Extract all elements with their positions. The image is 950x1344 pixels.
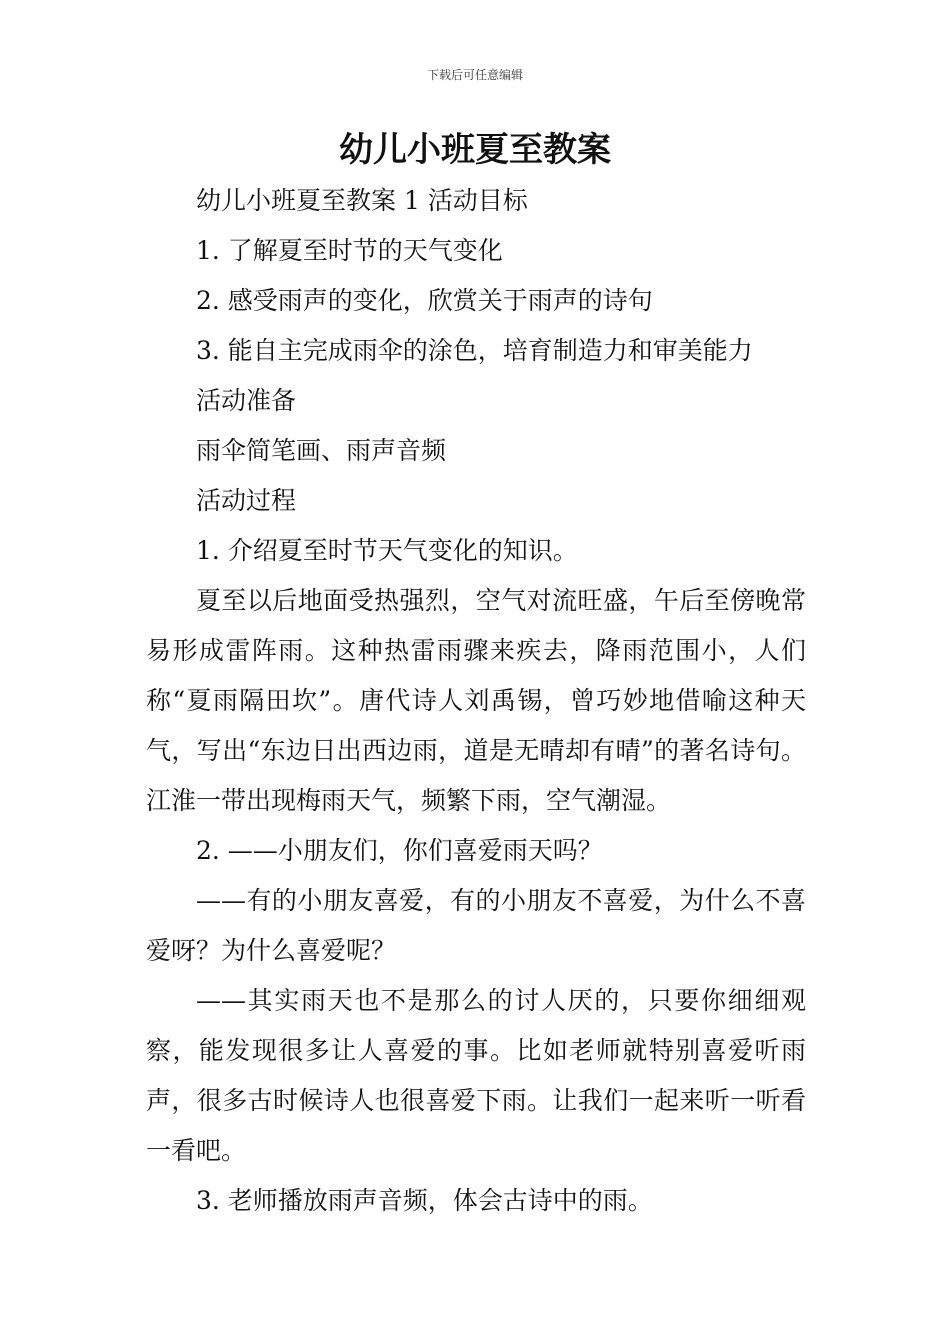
paragraph-goal-3: 3. 能自主完成雨伞的涂色，培育制造力和审美能力 xyxy=(196,336,753,365)
paragraph-dialogue-1: ——有的小朋友喜爱，有的小朋友不喜爱，为什么不喜爱呀？为什么喜爱呢？ xyxy=(146,886,806,965)
paragraph-dialogue-2: ——其实雨天也不是那么的讨人厌的，只要你细细观察，能发现很多让人喜爱的事。比如老师就特别喜爱听雨声，很多古时候诗人也很喜爱下雨。让我们一起来听一听看一看吧。 xyxy=(146,986,806,1165)
document-body xyxy=(146,176,806,1226)
document-title: 幼儿小班夏至教案 xyxy=(339,130,611,170)
paragraph-goal-1: 1. 了解夏至时节的天气变化 xyxy=(196,236,503,265)
paragraph-step-3: 3. 老师播放雨声音频，体会古诗中的雨。 xyxy=(196,1186,653,1215)
paragraph-goal-2: 2. 感受雨声的变化，欣赏关于雨声的诗句 xyxy=(196,286,653,315)
paragraph-step-1: 1. 介绍夏至时节天气变化的知识。 xyxy=(196,536,578,565)
paragraph-heading-preparation: 活动准备 xyxy=(196,386,297,415)
header-note: 下载后可任意编辑 xyxy=(426,68,523,82)
paragraph-weather-description: 夏至以后地面受热强烈，空气对流旺盛，午后至傍晚常易形成雷阵雨。这种热雷雨骤来疾去，降雨范围小，人们称“夏雨隔田坎”。唐代诗人刘禹锡，曾巧妙地借喻这种天气，写出“东边日出西边雨，道是无晴却有晴”的著名诗句。江淮一带出现梅雨天气，频繁下雨，空气潮湿。 xyxy=(146,586,806,815)
paragraph-step-2: 2. ——小朋友们，你们喜爱雨天吗？ xyxy=(196,836,603,865)
paragraph-heading-process: 活动过程 xyxy=(196,486,297,515)
paragraph-heading-goals: 幼儿小班夏至教案 1 活动目标 xyxy=(196,186,528,215)
paragraph-materials: 雨伞简笔画、雨声音频 xyxy=(196,436,447,465)
